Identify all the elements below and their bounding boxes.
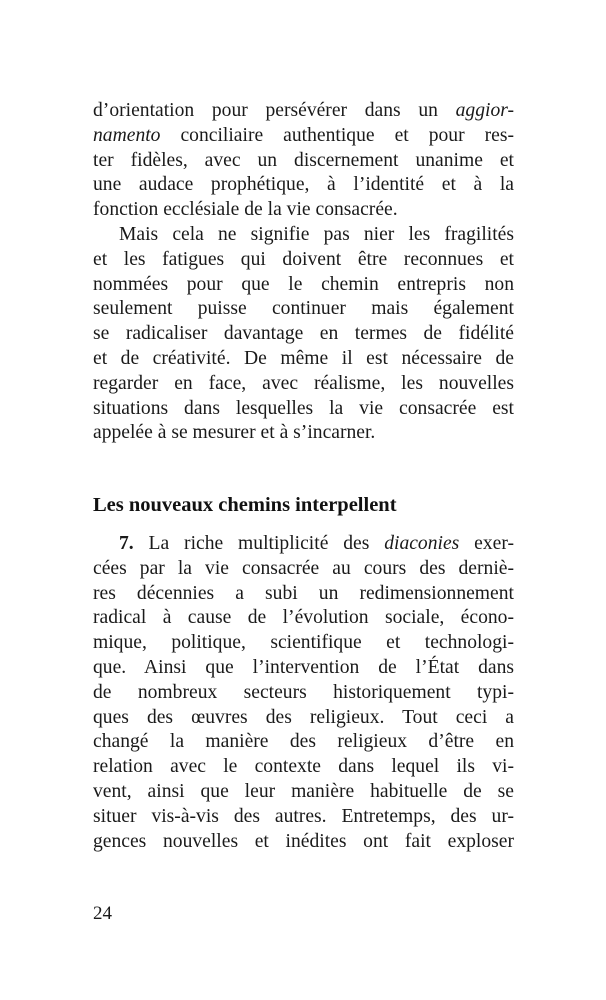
text-line: d’orientation pour persévérer dans un aggior- — [93, 100, 514, 121]
text-line: cées par la vie consacrée au cours des derniè- — [93, 557, 514, 579]
text-line: regarder en face, avec réalisme, les nouvelles — [93, 372, 514, 394]
section-number: 7. — [119, 533, 134, 554]
text-line: seulement puisse continuer mais également — [93, 298, 514, 320]
text-line: Mais cela ne signifie pas nier les fragilités — [119, 223, 514, 245]
italic-term: aggior- — [455, 100, 514, 121]
text-line: fonction ecclésiale de la vie consacrée. — [93, 199, 398, 221]
paragraph-continued — [93, 99, 514, 223]
text-line: se radicaliser davantage en termes de fidélité — [93, 323, 514, 345]
text-line: radical à cause de l’évolution sociale, écono- — [93, 607, 514, 629]
italic-term: namento — [93, 124, 161, 146]
text-line: ques des œuvres des religieux. Tout ceci a — [93, 706, 514, 728]
text-line: vent, ainsi que leur manière habituelle de se — [93, 780, 514, 802]
section-7-paragraph — [93, 532, 514, 854]
page-number: 24 — [93, 903, 112, 924]
italic-term: diaconies — [384, 533, 460, 554]
text-line: de nombreux secteurs historiquement typi- — [93, 681, 514, 703]
text-line: namento conciliaire authentique et pour res- — [93, 124, 514, 146]
section-heading: Les nouveaux chemins interpellent — [93, 494, 397, 516]
text-line: situer vis-à-vis des autres. Entretemps, des ur- — [93, 805, 514, 827]
text-line: changé la manière des religieux d’être en — [93, 731, 514, 753]
text-line: 7. La riche multiplicité des diaconies exer- — [119, 533, 514, 554]
text-line: et les fatigues qui doivent être reconnues et — [93, 248, 514, 270]
text-line: ter fidèles, avec un discernement unanime et — [93, 149, 514, 171]
text-line: relation avec le contexte dans lequel ils vi- — [93, 756, 514, 778]
text-line: nommées pour que le chemin entrepris non — [93, 273, 514, 295]
text-line: que. Ainsi que l’intervention de l’État dans — [93, 656, 514, 678]
text-line: mique, politique, scientifique et technologi- — [93, 632, 514, 654]
body-text — [93, 99, 514, 446]
text-line: appelée à se mesurer et à s’incarner. — [93, 422, 376, 444]
text-line: gences nouvelles et inédites ont fait exploser — [93, 830, 514, 852]
text-line: situations dans lesquelles la vie consacrée est — [93, 397, 514, 419]
text-line: une audace prophétique, à l’identité et à la — [93, 174, 514, 196]
paragraph-2 — [93, 223, 514, 446]
text-line: res décennies a subi un redimensionnement — [93, 582, 514, 604]
text-line: et de créativité. De même il est nécessaire de — [93, 347, 514, 369]
